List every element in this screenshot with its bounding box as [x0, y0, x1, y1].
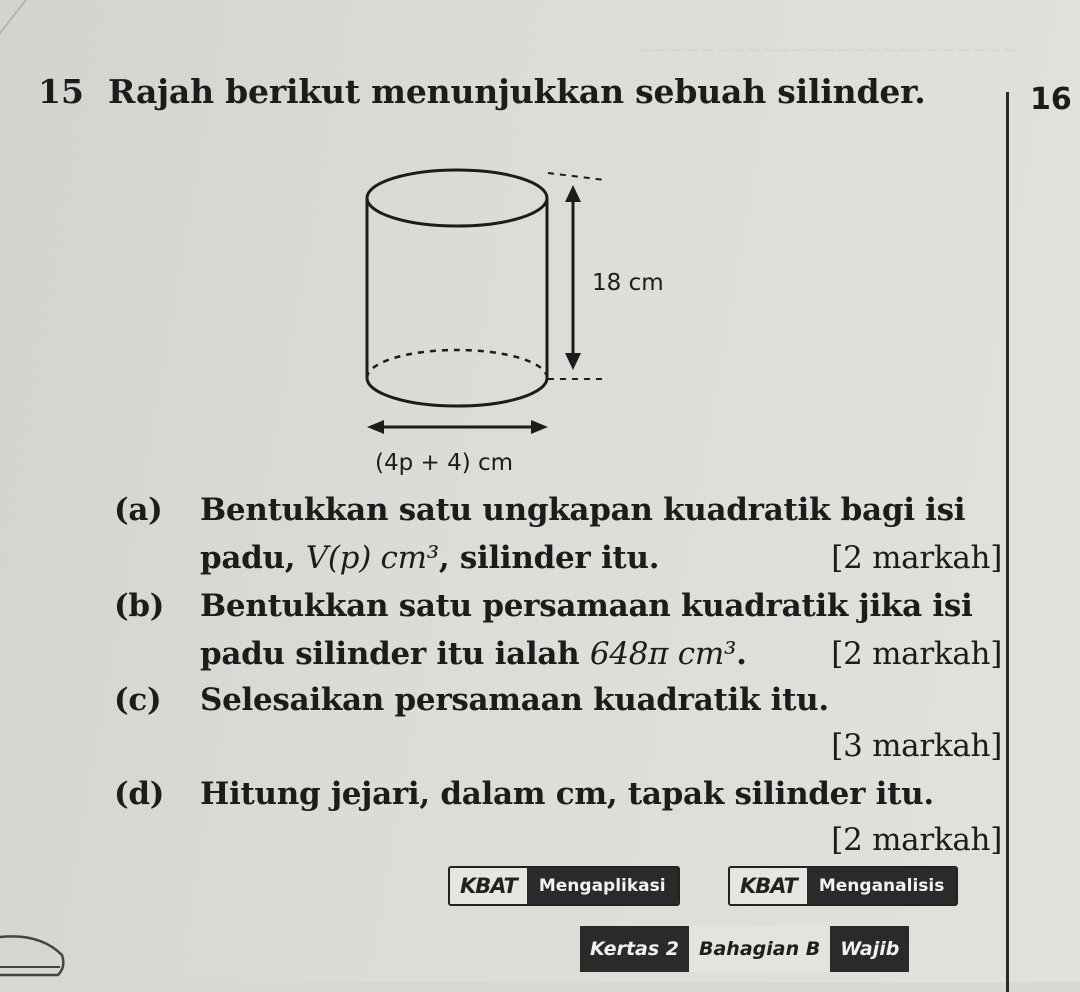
part-a-marks: [2 markah] — [831, 540, 1002, 576]
part-b-text-2: padu silinder itu ialah 648π cm³. — [200, 636, 747, 672]
part-a-text-1: Bentukkan satu ungkapan kuadratik bagi isi — [200, 492, 966, 528]
height-arrow-up — [565, 185, 581, 202]
footer-strip — [580, 926, 909, 972]
volume-value: 648π cm³ — [589, 636, 737, 672]
part-c-marks: [3 markah] — [831, 728, 1002, 764]
question-number: 15 — [38, 72, 84, 111]
volume-expression: V(p) cm³ — [305, 540, 439, 576]
part-d-marks: [2 markah] — [831, 822, 1002, 858]
kbat-tag: KBAT — [730, 868, 807, 904]
diameter-label: (4p + 4) cm — [375, 450, 514, 476]
footer-paper: Kertas 2 — [580, 926, 689, 972]
bleed-through-text: ~~~~~~~~~~~~~~~~~~~~~~~~~ — [640, 40, 1018, 61]
cylinder-figure — [330, 140, 670, 485]
part-a-label: (a) — [114, 492, 163, 528]
page-fold-line — [0, 0, 28, 47]
footer-section: Bahagian B — [689, 926, 830, 972]
height-arrow-down — [565, 353, 581, 370]
diameter-arrow-left — [367, 420, 384, 434]
top-extension-line — [548, 173, 605, 180]
part-a-text-2: padu, V(p) cm³, silinder itu. — [200, 540, 660, 576]
part-c-label: (c) — [114, 682, 162, 718]
partial-circle-icon — [0, 925, 70, 982]
cylinder-top-ellipse — [367, 170, 547, 226]
question-stem: Rajah berikut menunjukkan sebuah silinder. — [108, 72, 926, 111]
margin-rule — [1006, 92, 1009, 992]
footer-type: Wajib — [830, 926, 909, 972]
kbat-skill: Mengaplikasi — [527, 868, 678, 904]
height-label: 18 cm — [592, 270, 664, 296]
part-b-text-1: Bentukkan satu persamaan kuadratik jika isi — [200, 588, 973, 624]
diameter-arrow-right — [531, 420, 548, 434]
kbat-badge-menganalisis — [728, 866, 958, 906]
page-number: 16 — [1030, 82, 1072, 117]
kbat-skill: Menganalisis — [807, 868, 956, 904]
kbat-badge-mengaplikasi — [448, 866, 680, 906]
cylinder-base-front — [367, 378, 547, 406]
part-c-text-1: Selesaikan persamaan kuadratik itu. — [200, 682, 829, 718]
part-d-text-1: Hitung jejari, dalam cm, tapak silinder itu. — [200, 776, 934, 812]
cylinder-base-back — [367, 350, 547, 378]
kbat-tag: KBAT — [450, 868, 527, 904]
cylinder-diagram — [330, 140, 670, 485]
part-b-marks: [2 markah] — [831, 636, 1002, 672]
part-b-label: (b) — [114, 588, 165, 624]
part-d-label: (d) — [114, 776, 165, 812]
